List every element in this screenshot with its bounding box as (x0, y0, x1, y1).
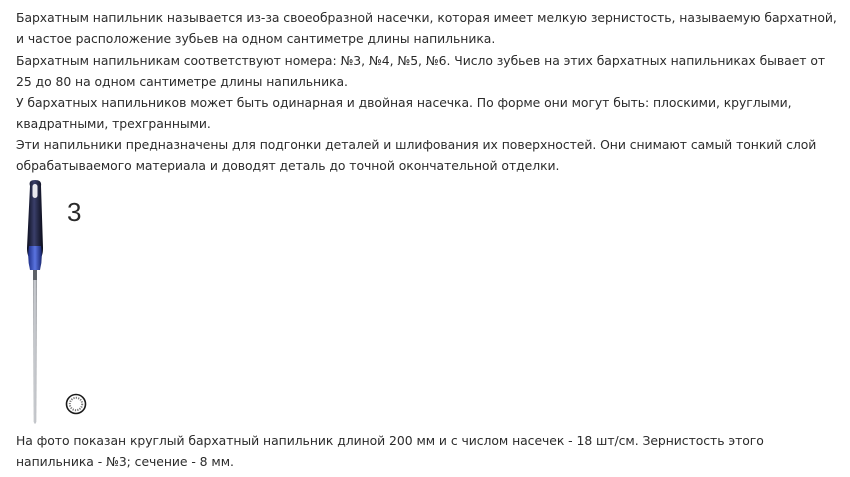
cross-section-circle-icon (65, 393, 87, 415)
file-photo (0, 178, 120, 428)
handle-hole (33, 184, 38, 198)
paragraph-purpose: Эти напильники предназначены для подгонки деталей и шлифования их поверхностей. Они снимают самый тонкий слой обрабатываемого материала и доводят деталь до точной окончательной отделки. (16, 137, 817, 173)
round-file-image (0, 178, 120, 428)
paragraph-shapes: У бархатных напильников может быть одинарная и двойная насечка. По форме они могут быть: плоскими, круглыми, квадратными, трехгранными. (16, 95, 792, 131)
photo-caption: На фото показан круглый бархатный напильник длиной 200 мм и с числом насечек - 18 шт/см. Зернистость этого напильника - №3; сечение - 8 мм. (16, 433, 764, 469)
file-tang (33, 270, 37, 280)
file-ferrule (28, 246, 42, 270)
file-number-label: 3 (67, 197, 82, 227)
paragraph-definition: Бархатным напильник называется из-за своеобразной насечки, которая имеет мелкую зернистость, называемую бархатной, и частое расположение зубьев на одном сантиметре длины напильника. (16, 10, 837, 46)
paragraph-numbers: Бархатным напильникам соответствуют номера: №3, №4, №5, №6. Число зубьев на этих бархатных напильниках бывает от 25 до 80 на одном сантиметре длины напильника. (16, 53, 826, 89)
file-blade (33, 280, 37, 424)
